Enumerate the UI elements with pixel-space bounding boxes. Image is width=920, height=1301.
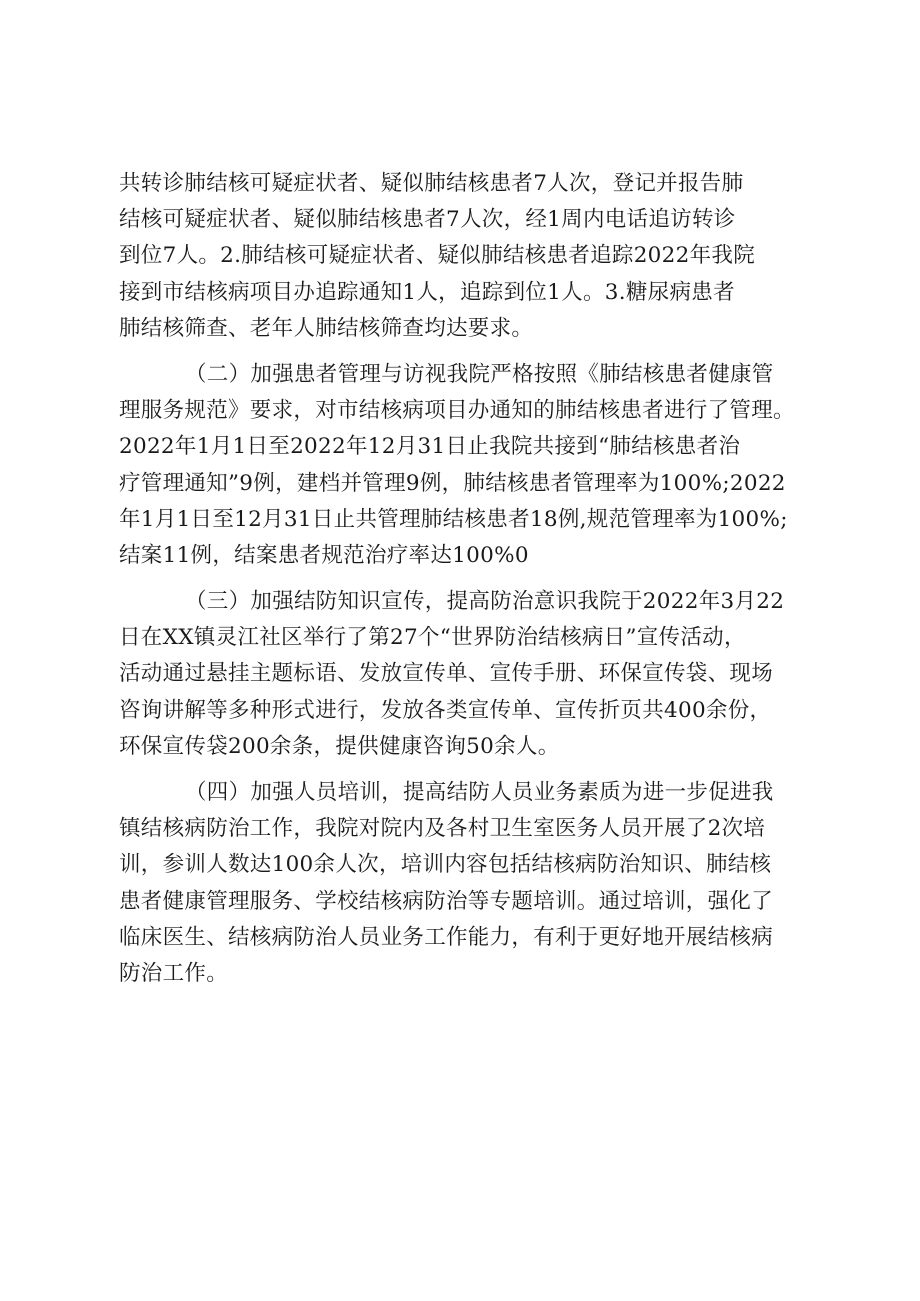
text-line: 肺结核筛查、老年人肺结核筛查均达要求。 bbox=[119, 315, 534, 341]
paragraph-screening bbox=[119, 166, 819, 347]
text-line: 临床医生、结核病防治人员业务工作能力，有利于更好地开展结核病 bbox=[119, 924, 774, 950]
paragraph-training bbox=[119, 775, 819, 992]
text-line: 防治工作。 bbox=[119, 960, 229, 986]
section-heading-line: （三）加强结防知识宣传，提高防治意识我院于2022年3月22 bbox=[185, 589, 785, 615]
text-line: 疗管理通知”9例，建档并管理9例，肺结核患者管理率为100%;2022 bbox=[119, 470, 786, 496]
text-line: 2022年1月1日至2022年12月31日止我院共接到“肺结核患者治 bbox=[119, 434, 741, 460]
text-line: 咨询讲解等多种形式进行，发放各类宣传单、宣传折页共400余份， bbox=[119, 697, 772, 723]
text-line: 结案11例，结案患者规范治疗率达100%0 bbox=[119, 542, 529, 568]
section-heading-line: （四）加强人员培训，提高结防人员业务素质为进一步促进我 bbox=[185, 780, 774, 805]
document-body bbox=[119, 166, 819, 992]
text-line: 日在XX镇灵江社区举行了第27个“世界防治结核病日”宣传活动， bbox=[119, 625, 746, 651]
text-line: 年1月1日至12月31日止共管理肺结核患者18例,规范管理率为100%; bbox=[119, 506, 788, 532]
paragraph-publicity bbox=[119, 584, 819, 765]
section-heading-line: （二）加强患者管理与访视我院严格按照《肺结核患者健康管 bbox=[185, 361, 774, 387]
text-line: 理服务规范》要求，对市结核病项目办通知的肺结核患者进行了管理。 bbox=[119, 398, 795, 424]
text-line: 患者健康管理服务、学校结核病防治等专题培训。通过培训，强化了 bbox=[119, 888, 774, 914]
text-line: 接到市结核病项目办追踪通知1人，追踪到位1人。3.糖尿病患者 bbox=[119, 279, 735, 305]
paragraph-patient-management bbox=[119, 357, 819, 574]
text-line: 结核可疑症状者、疑似肺结核患者7人次，经1周内电话追访转诊 bbox=[119, 207, 736, 233]
text-line: 镇结核病防治工作，我院对院内及各村卫生室医务人员开展了2次培 bbox=[119, 816, 766, 842]
text-line: 训，参训人数达100余人次，培训内容包括结核病防治知识、肺结核 bbox=[119, 852, 772, 878]
text-line: 环保宣传袋200余条，提供健康咨询50余人。 bbox=[119, 733, 560, 759]
text-line: 活动通过悬挂主题标语、发放宣传单、宣传手册、环保宣传袋、现场 bbox=[119, 661, 774, 687]
text-line: 共转诊肺结核可疑症状者、疑似肺结核患者7人次，登记并报告肺 bbox=[119, 171, 744, 196]
text-line: 到位7人。2.肺结核可疑症状者、疑似肺结核患者追踪2022年我院 bbox=[119, 243, 756, 269]
